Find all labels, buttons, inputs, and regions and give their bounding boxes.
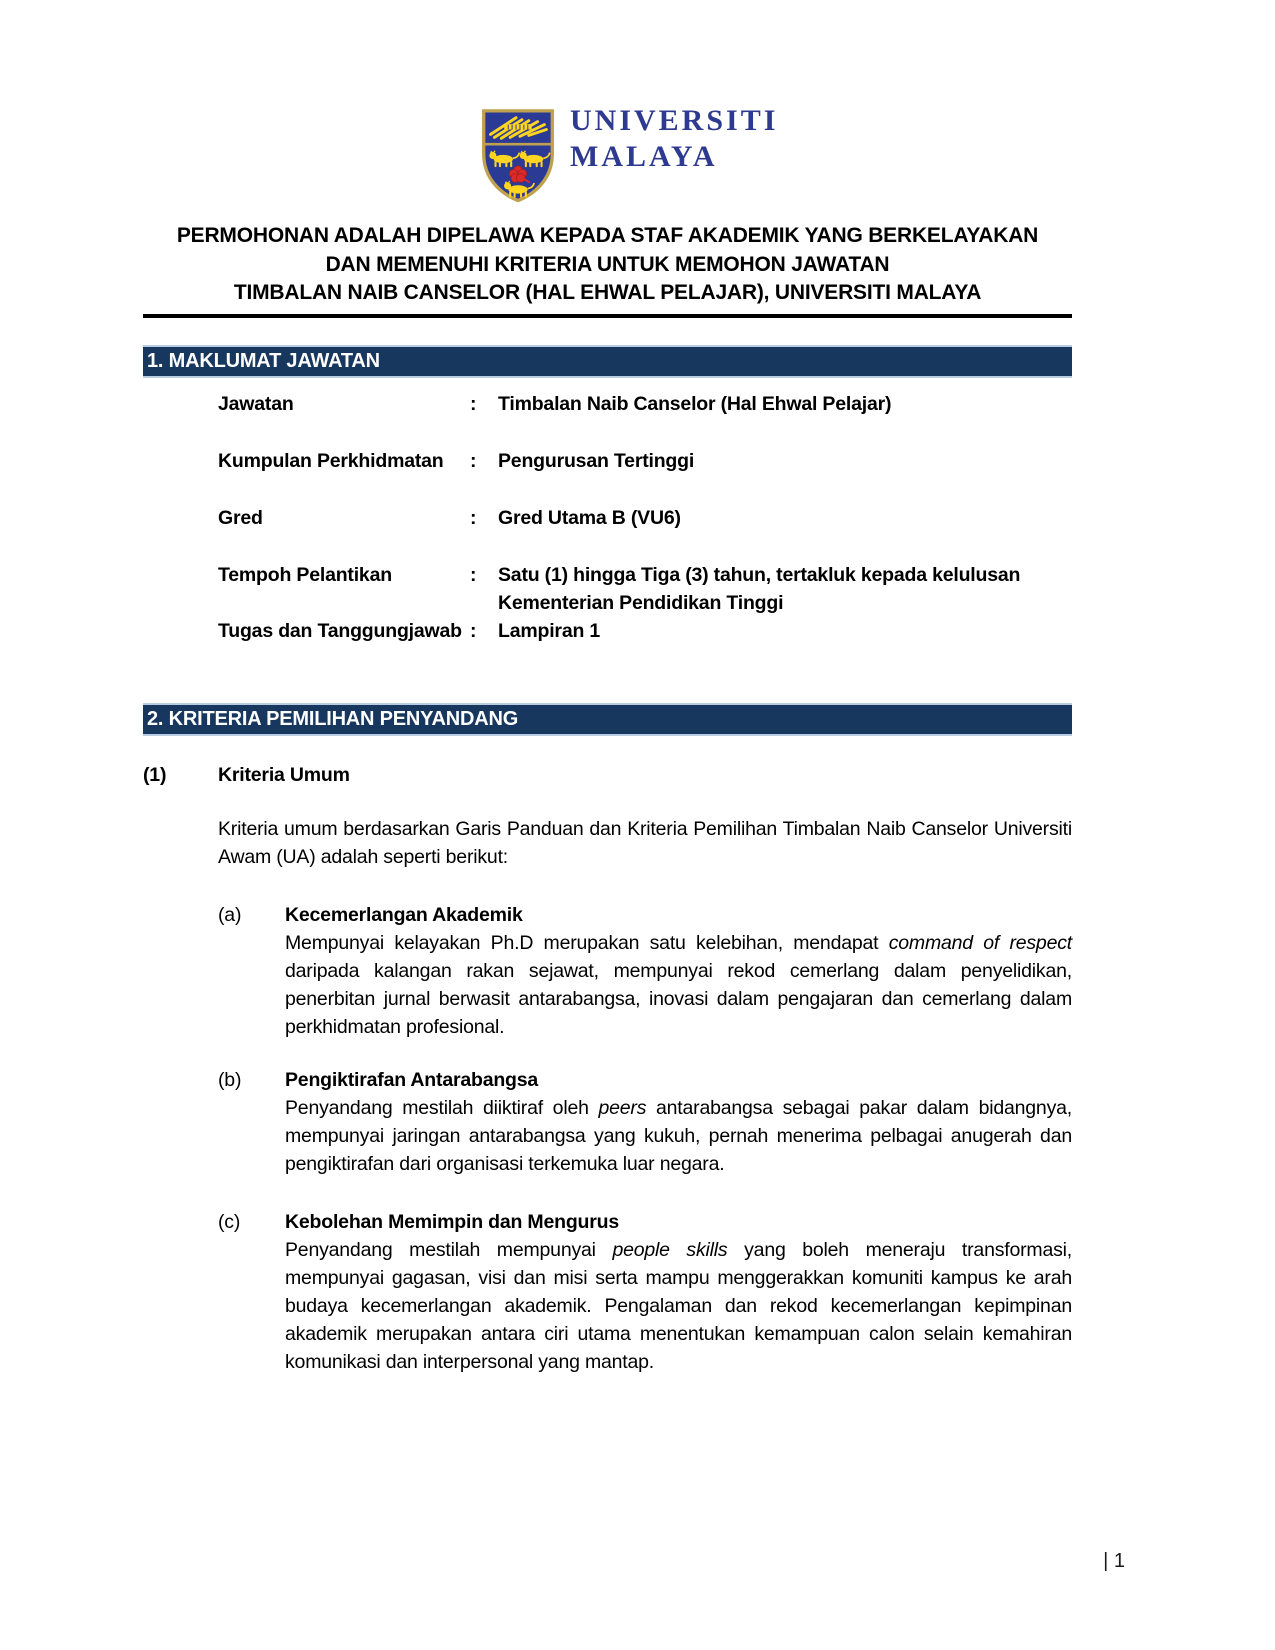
criterion-b <box>218 1066 1072 1178</box>
table-row <box>218 561 1072 617</box>
section1-heading-bar: 1. MAKLUMAT JAWATAN <box>143 345 1072 378</box>
row-value: Satu (1) hingga Tiga (3) tahun, tertakluk kepada kelulusan Kementerian Pendidikan Tinggi <box>498 564 1021 614</box>
university-name-line2: MALAYA <box>570 140 718 173</box>
row-value: Timbalan Naib Canselor (Hal Ehwal Pelajar) <box>498 393 892 415</box>
section2-heading-bar: 2. KRITERIA PEMILIHAN PENYANDANG <box>143 703 1072 736</box>
title-divider-rule <box>143 314 1072 318</box>
criterion-content <box>285 901 1072 1041</box>
criterion-letter: (c) <box>218 1211 241 1233</box>
document-title-line1: PERMOHONAN ADALAH DIPELAWA KEPADA STAF AKADEMIK YANG BERKELAYAKAN <box>176 224 1039 247</box>
criterion-content <box>285 1208 1072 1376</box>
criterion-letter: (a) <box>218 904 242 926</box>
row-value: Gred Utama B (VU6) <box>498 507 681 529</box>
criterion-c <box>218 1208 1072 1376</box>
university-name-line1: UNIVERSITI <box>570 104 779 137</box>
criterion-title: Kebolehan Memimpin dan Mengurus <box>285 1211 619 1233</box>
criterion-content <box>285 1066 1072 1178</box>
item-number: (1) <box>143 764 167 786</box>
row-separator: : <box>470 564 477 586</box>
table-row <box>218 617 1072 645</box>
row-value: Pengurusan Tertinggi <box>498 450 695 472</box>
criterion-letter: (b) <box>218 1069 242 1091</box>
row-label: Tempoh Pelantikan <box>218 564 392 586</box>
row-value: Lampiran 1 <box>498 620 601 642</box>
table-row <box>218 504 1072 532</box>
item-1-intro-paragraph: Kriteria umum berdasarkan Garis Panduan dan Kriteria Pemilihan Timbalan Naib Canselor Universiti Awam (UA) adalah seperti berikut: <box>218 818 1072 868</box>
row-label: Tugas dan Tanggungjawab <box>218 620 462 642</box>
page-number: | 1 <box>1103 1550 1125 1572</box>
university-crest-icon <box>479 105 557 203</box>
document-title-line3: TIMBALAN NAIB CANSELOR (HAL EHWAL PELAJAR), UNIVERSITI MALAYA <box>233 281 982 304</box>
table-row <box>218 390 1072 418</box>
criterion-body: Penyandang mestilah diiktiraf oleh peers antarabangsa sebagai pakar dalam bidangnya, mempunyai jaringan antarabangsa yang kukuh, pernah menerima pelbagai anugerah dan pengiktirafan dari organisasi terkemuka luar negara. <box>285 1097 1072 1175</box>
criterion-a <box>218 901 1072 1041</box>
row-separator: : <box>470 620 477 642</box>
document-title <box>143 222 1072 308</box>
criterion-title: Pengiktirafan Antarabangsa <box>285 1069 539 1091</box>
document-title-line2: DAN MEMENUHI KRITERIA UNTUK MEMOHON JAWATAN <box>325 252 890 276</box>
job-info-table <box>218 390 1072 645</box>
criterion-title: Kecemerlangan Akademik <box>285 904 523 926</box>
criterion-body: Mempunyai kelayakan Ph.D merupakan satu kelebihan, mendapat command of respect daripada kalangan rakan sejawat, mempunyai rekod cemerlang dalam penyelidikan, penerbitan jurnal berwasit antarabangsa, inovasi dalam pengajaran dan cemerlang dalam perkhidmatan profesional. <box>285 932 1072 1038</box>
item-title: Kriteria Umum <box>218 764 350 786</box>
row-label: Kumpulan Perkhidmatan <box>218 450 444 472</box>
table-row <box>218 447 1072 475</box>
university-name <box>570 103 778 175</box>
row-separator: : <box>470 450 477 472</box>
row-label: Jawatan <box>218 393 294 415</box>
university-logo <box>479 105 778 203</box>
item-1-heading <box>143 761 1072 789</box>
row-separator: : <box>470 507 477 529</box>
criterion-body: Penyandang mestilah mempunyai people skills yang boleh meneraju transformasi, mempunyai gagasan, visi dan misi serta mampu menggerakkan komuniti kampus ke arah budaya kecemerlangan akademik. Pengalaman dan rekod kecemerlangan kepimpinan akademik merupakan antara ciri utama menentukan kemampuan calon selain kemahiran komunikasi dan interpersonal yang mantap. <box>285 1239 1073 1373</box>
row-label: Gred <box>218 507 263 529</box>
row-separator: : <box>470 393 477 415</box>
